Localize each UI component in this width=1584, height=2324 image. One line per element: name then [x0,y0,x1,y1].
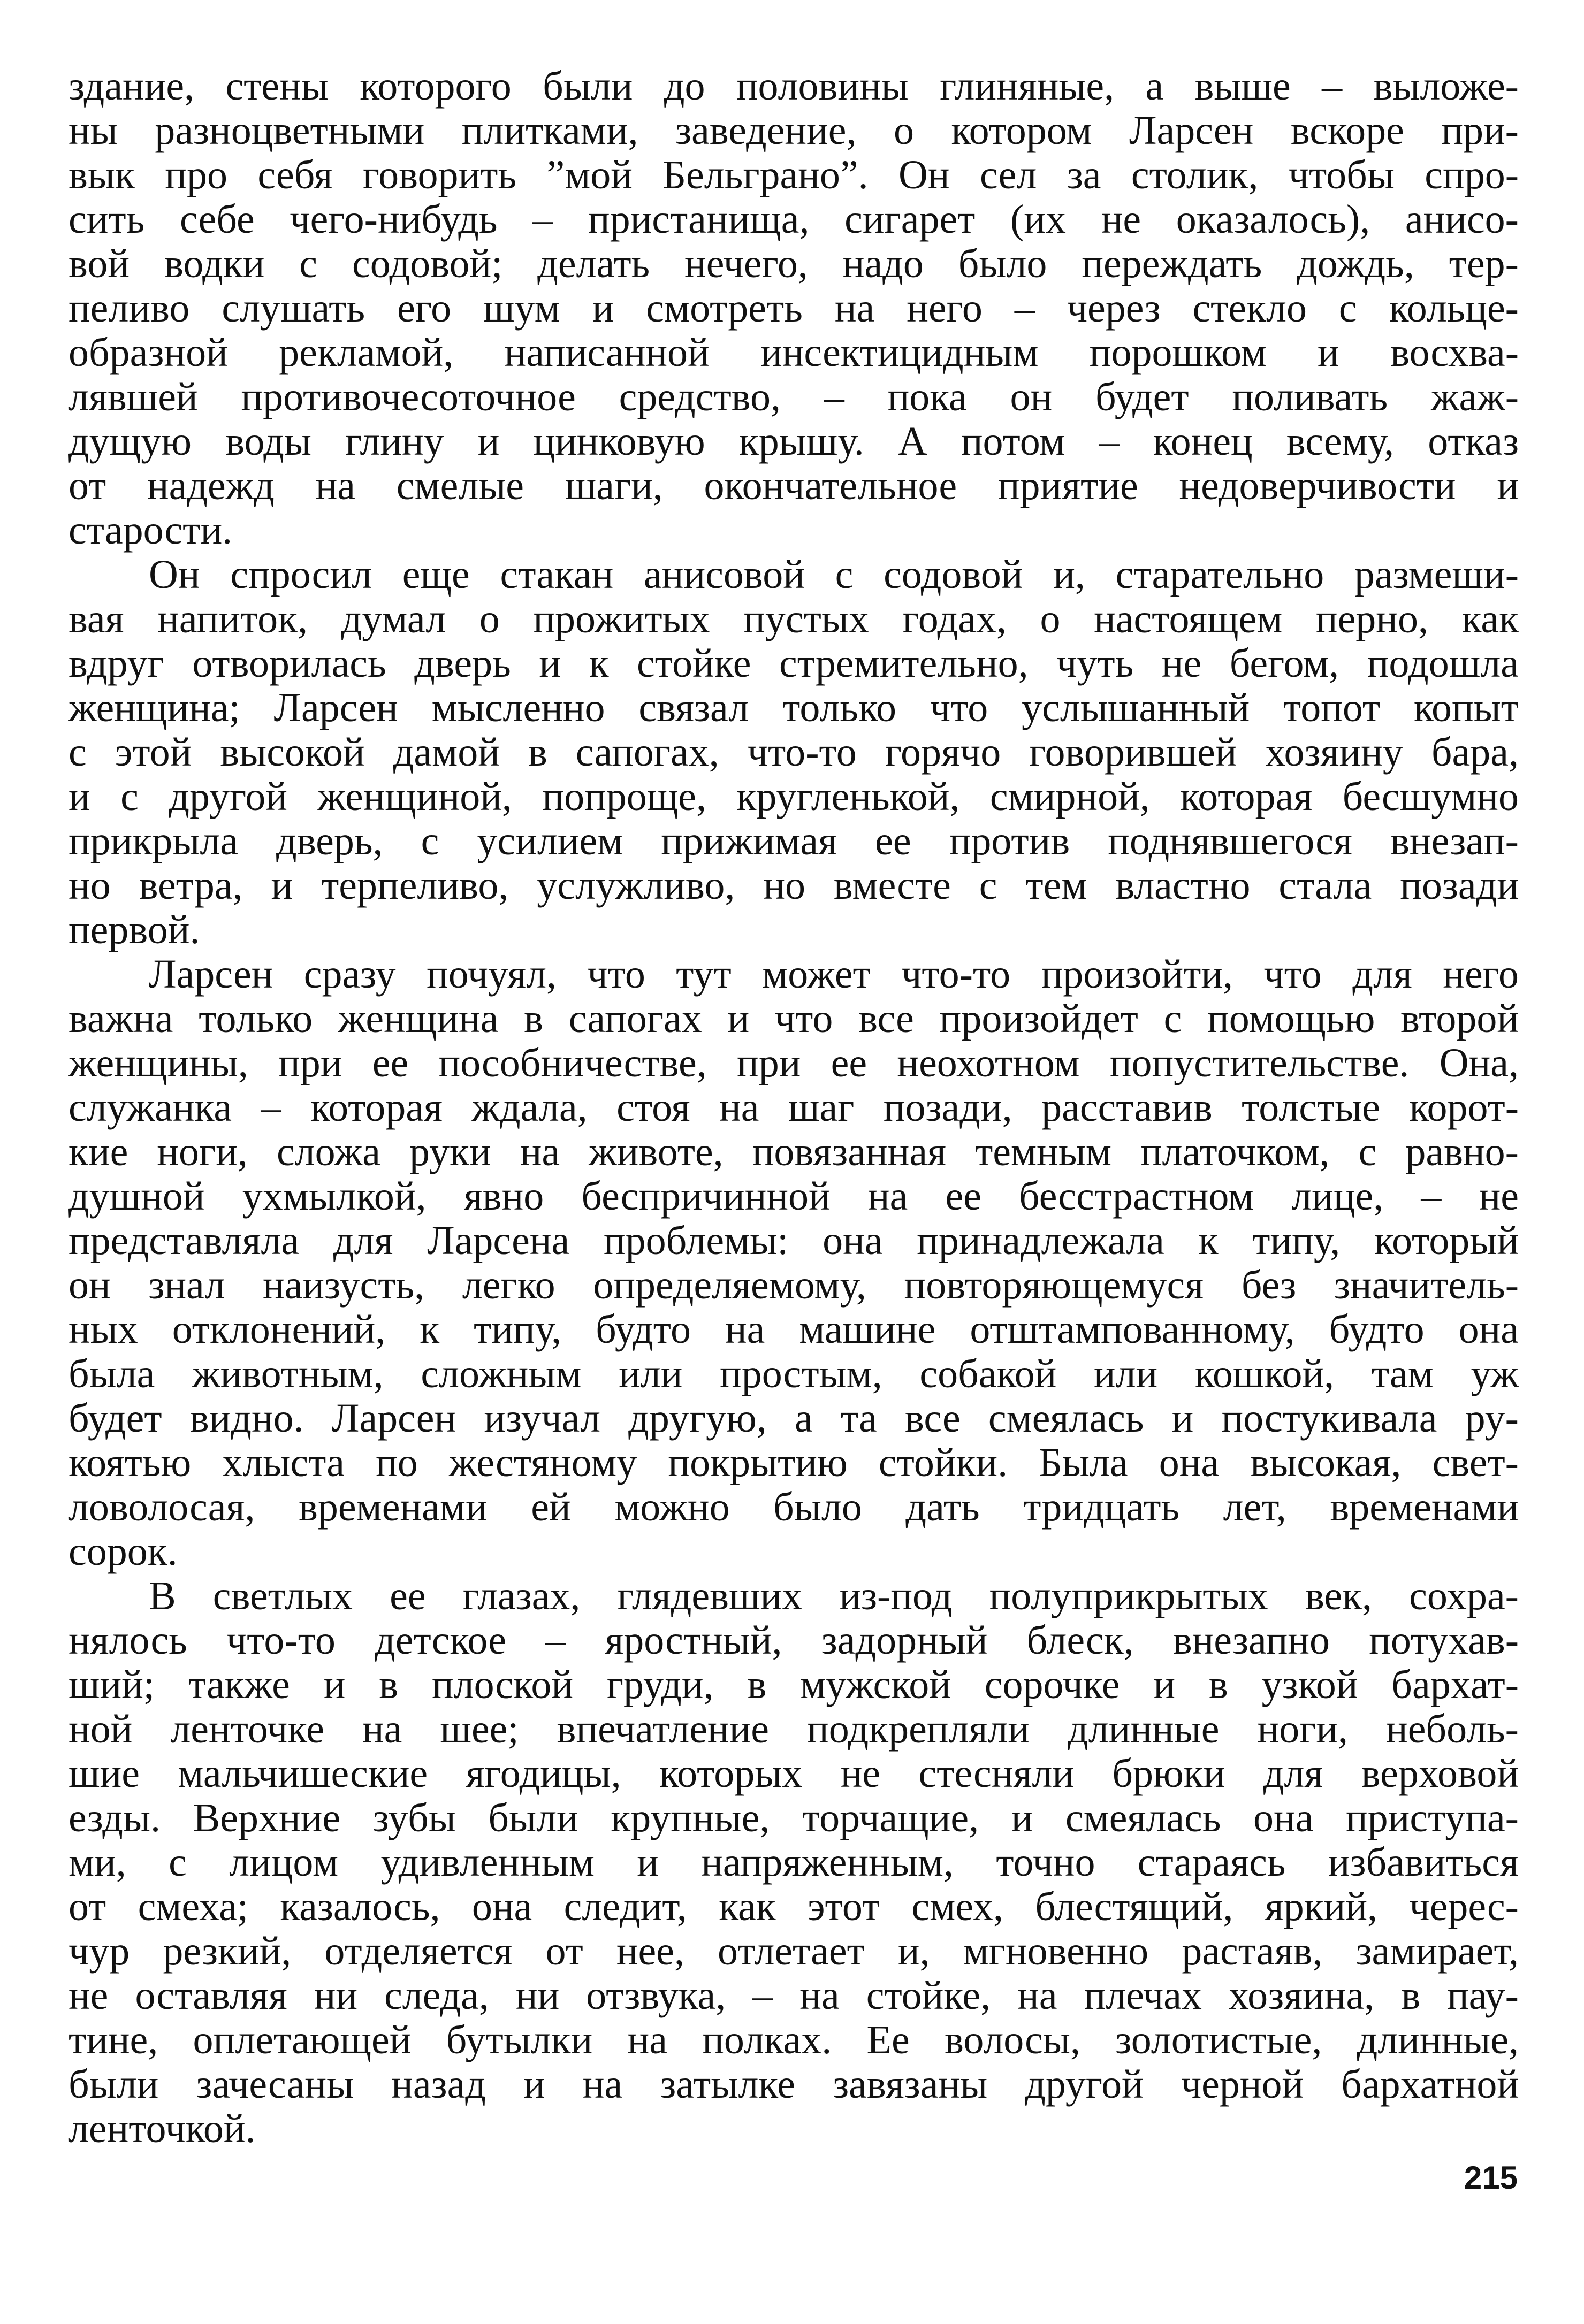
text-line: он знал наизусть, легко определяемому, повторяющемуся без значитель- [68,1263,1519,1308]
page-number: 215 [1464,2160,1518,2196]
text-line: представляла для Ларсена проблемы: она принадлежала к типу, который [68,1219,1519,1263]
text-line: коятью хлыста по жестяному покрытию стойки. Была она высокая, свет- [68,1441,1519,1485]
text-line: вой водки с содовой; делать нечего, надо было переждать дождь, тер- [68,242,1519,286]
text-line: чур резкий, отделяется от нее, отлетает и, мгновенно растаяв, замирает, [68,1929,1519,1974]
text-line: ны разноцветными плитками, заведение, о котором Ларсен вскоре при- [68,109,1519,153]
text-line: ной ленточке на шее; впечатление подкрепляли длинные ноги, неболь- [68,1707,1519,1752]
text-line: важна только женщина в сапогах и что все произойдет с помощью второй [68,997,1519,1041]
text-line: прикрыла дверь, с усилием прижимая ее против поднявшегося внезап- [68,819,1519,863]
paragraph [68,553,1519,952]
text-line: вык про себя говорить ”мой Бельграно”. Он сел за столик, чтобы спро- [68,153,1519,197]
text-line: шие мальчишеские ягодицы, которых не стесняли брюки для верховой [68,1752,1519,1796]
text-line: Он спросил еще стакан анисовой с содовой и, старательно размеши- [149,553,1519,597]
text-line: лявшей противочесоточное средство, – пока он будет поливать жаж- [68,375,1519,419]
text-line: будет видно. Ларсен изучал другую, а та все смеялась и постукивала ру- [68,1396,1519,1441]
text-line: старости. [68,508,233,553]
text-line: была животным, сложным или простым, собакой или кошкой, там уж [68,1352,1519,1396]
text-line: с этой высокой дамой в сапогах, что-то горячо говорившей хозяину бара, [68,730,1519,775]
text-line: образной рекламой, написанной инсектицидным порошком и восхва- [68,331,1519,375]
text-line: сить себе чего-нибудь – пристанища, сигарет (их не оказалось), анисо- [68,197,1519,242]
text-line: ший; также и в плоской груди, в мужской сорочке и в узкой бархат- [68,1663,1519,1707]
text-line: пеливо слушать его шум и смотреть на него – через стекло с кольце- [68,286,1519,331]
text-line: ми, с лицом удивленным и напряженным, точно стараясь избавиться [68,1840,1519,1885]
text-line: вая напиток, думал о прожитых пустых годах, о настоящем перно, как [68,597,1519,641]
text-line: женщины, при ее пособничестве, при ее неохотном попустительстве. Она, [68,1041,1519,1085]
text-line: езды. Верхние зубы были крупные, торчащие, и смеялась она приступа- [68,1796,1519,1840]
text-line: первой. [68,908,200,952]
text-line: сорок. [68,1530,178,1574]
text-line: дущую воды глину и цинковую крышу. А потом – конец всему, отказ [68,419,1519,464]
paragraph [68,952,1519,1574]
text-line: ных отклонений, к типу, будто на машине отштампованному, будто она [68,1308,1519,1352]
text-line: здание, стены которого были до половины глиняные, а выше – выложе- [68,64,1519,109]
text-line: кие ноги, сложа руки на животе, повязанная темным платочком, с равно- [68,1130,1519,1174]
text-line: душной ухмылкой, явно беспричинной на ее бесстрастном лице, – не [68,1174,1519,1219]
paragraph [68,1574,1519,2151]
text-line: женщина; Ларсен мысленно связал только что услышанный топот копыт [68,686,1519,730]
text-line: были зачесаны назад и на затылке завязаны другой черной бархатной [68,2062,1519,2107]
text-line: не оставляя ни следа, ни отзвука, – на стойке, на плечах хозяина, в пау- [68,1974,1519,2018]
text-line: ленточкой. [68,2107,256,2151]
page-text [68,64,1519,2151]
text-line: Ларсен сразу почуял, что тут может что-то произойти, что для него [149,952,1519,997]
text-line: В светлых ее глазах, глядевших из-под полуприкрытых век, сохра- [149,1574,1519,1618]
text-line: тине, оплетающей бутылки на полках. Ее волосы, золотистые, длинные, [68,2018,1519,2062]
text-line: от смеха; казалось, она следит, как этот смех, блестящий, яркий, черес- [68,1885,1519,1929]
text-line: но ветра, и терпеливо, услужливо, но вместе с тем властно стала позади [68,863,1519,908]
paragraph [68,64,1519,553]
text-line: от надежд на смелые шаги, окончательное приятие недоверчивости и [68,464,1519,508]
text-line: ловолосая, временами ей можно было дать тридцать лет, временами [68,1485,1519,1530]
text-line: вдруг отворилась дверь и к стойке стремительно, чуть не бегом, подошла [68,641,1519,686]
text-line: служанка – которая ждала, стоя на шаг позади, расставив толстые корот- [68,1085,1519,1130]
text-line: нялось что-то детское – яростный, задорный блеск, внезапно потухав- [68,1618,1519,1663]
text-line: и с другой женщиной, попроще, кругленькой, смирной, которая бесшумно [68,775,1519,819]
